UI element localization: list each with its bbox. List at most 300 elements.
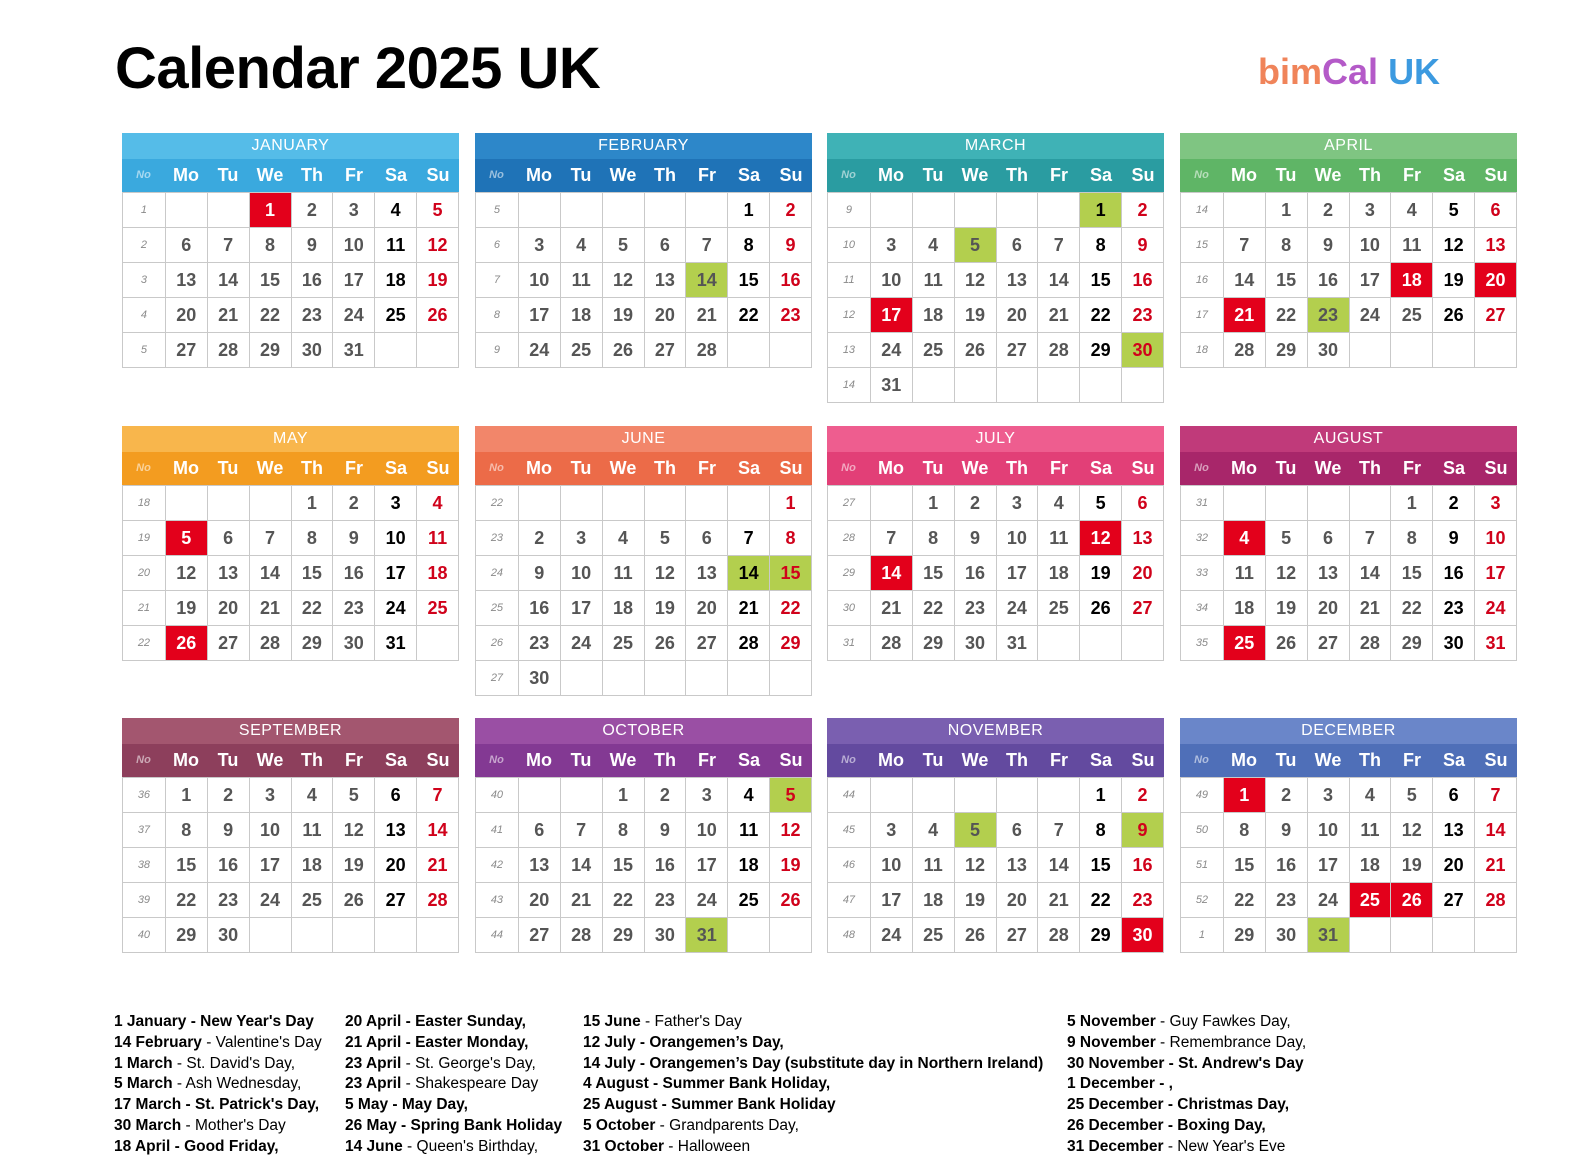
weekday-header: Sa	[1089, 165, 1113, 185]
day-cell: 8	[292, 521, 334, 556]
day-cell: 17	[333, 263, 375, 298]
empty-day-cell	[686, 193, 728, 228]
week-row	[828, 883, 1164, 918]
day-cell: 17	[1308, 848, 1350, 883]
day-cell: 23	[1122, 298, 1164, 333]
weekday-header-row	[475, 452, 812, 485]
day-cell: 22	[292, 591, 334, 626]
day-cell: 29	[1080, 333, 1122, 368]
day-cell: 11	[1350, 813, 1392, 848]
legend-separator: -	[401, 1033, 416, 1051]
day-cell: 15	[603, 848, 645, 883]
day-cell: 17	[250, 848, 292, 883]
day-cell: 8	[770, 521, 812, 556]
day-cell: 26	[333, 883, 375, 918]
empty-day-cell	[645, 661, 687, 696]
month-august	[1180, 426, 1517, 661]
legend-date: 12 July	[583, 1033, 636, 1051]
day-cell: 22	[250, 298, 292, 333]
day-cell: 7	[871, 521, 913, 556]
month-name: AUGUST	[1180, 426, 1517, 452]
week-row	[828, 626, 1164, 661]
day-cell: 7	[686, 228, 728, 263]
week-row	[123, 298, 459, 333]
day-cell: 7	[1350, 521, 1392, 556]
day-cell: 11	[561, 263, 603, 298]
day-cell: 20	[1308, 591, 1350, 626]
legend-holiday-name: Easter Monday,	[415, 1033, 529, 1051]
day-cell: 3	[1308, 778, 1350, 813]
day-cell: 27	[997, 918, 1039, 953]
day-cell: 12	[955, 848, 997, 883]
empty-day-cell	[603, 193, 645, 228]
legend-holiday-name: New Year's Eve	[1177, 1137, 1286, 1155]
day-cell: 2	[292, 193, 334, 228]
legend-separator: -	[1163, 1116, 1178, 1134]
week-number-header: No	[1194, 754, 1209, 766]
day-cell: 14	[250, 556, 292, 591]
week-number: 35	[1181, 626, 1224, 661]
day-cell: 29	[1224, 918, 1266, 953]
week-row	[476, 521, 812, 556]
day-cell: 4	[1391, 193, 1433, 228]
week-number: 21	[123, 591, 166, 626]
weekday-header: Sa	[384, 458, 408, 478]
week-number: 49	[1181, 778, 1224, 813]
day-cell: 17	[561, 591, 603, 626]
week-number: 33	[1181, 556, 1224, 591]
legend-separator: -	[396, 1116, 411, 1134]
day-cell: 7	[208, 228, 250, 263]
legend-holiday-name: Orangemen’s Day (substitute day in Northern Ireland)	[649, 1054, 1044, 1072]
day-cell: 26	[1266, 626, 1308, 661]
day-cell: 12	[1080, 521, 1122, 556]
empty-day-cell	[913, 193, 955, 228]
week-row	[476, 228, 812, 263]
day-cell: 7	[1224, 228, 1266, 263]
day-cell: 13	[1122, 521, 1164, 556]
day-cell: 26	[645, 626, 687, 661]
legend-column	[114, 1012, 322, 1158]
day-cell: 13	[166, 263, 208, 298]
day-cell: 2	[955, 486, 997, 521]
week-number: 40	[123, 918, 166, 953]
day-cell: 20	[208, 591, 250, 626]
legend-holiday-name: Remembrance Day,	[1169, 1033, 1307, 1051]
day-cell: 11	[603, 556, 645, 591]
day-cell: 5	[166, 521, 208, 556]
legend-holiday-name: Summer Bank Holiday	[671, 1096, 836, 1114]
day-cell: 31	[686, 918, 728, 953]
day-cell: 1	[250, 193, 292, 228]
day-cell: 8	[603, 813, 645, 848]
day-cell: 3	[1350, 193, 1392, 228]
month-november	[827, 718, 1164, 953]
day-cell: 26	[1080, 591, 1122, 626]
day-cell: 4	[913, 228, 955, 263]
legend-holiday-name: St. Patrick's Day,	[194, 1096, 319, 1114]
day-grid	[122, 192, 459, 368]
weekday-header: Mo	[173, 165, 199, 185]
week-number: 18	[123, 486, 166, 521]
day-cell: 28	[728, 626, 770, 661]
empty-day-cell	[645, 193, 687, 228]
weekday-header-row	[1180, 159, 1517, 192]
day-cell: 3	[375, 486, 417, 521]
day-cell: 15	[1266, 263, 1308, 298]
legend-date: 5 November	[1067, 1013, 1156, 1030]
empty-day-cell	[1224, 486, 1266, 521]
day-cell: 13	[1433, 813, 1475, 848]
weekday-header: Sa	[1089, 750, 1113, 770]
legend-entry	[114, 1054, 322, 1075]
week-number: 29	[828, 556, 871, 591]
day-cell: 10	[250, 813, 292, 848]
month-name: JULY	[827, 426, 1164, 452]
weekday-header: Sa	[737, 750, 761, 770]
day-cell: 18	[1224, 591, 1266, 626]
weekday-header: Fr	[345, 458, 363, 478]
day-cell: 4	[375, 193, 417, 228]
day-cell: 24	[1350, 298, 1392, 333]
legend-separator: -	[635, 1033, 650, 1051]
day-cell: 28	[1475, 883, 1517, 918]
empty-day-cell	[1391, 918, 1433, 953]
week-number: 41	[476, 813, 519, 848]
empty-day-cell	[1475, 918, 1517, 953]
day-cell: 18	[728, 848, 770, 883]
day-cell: 11	[913, 263, 955, 298]
day-cell: 14	[561, 848, 603, 883]
empty-day-cell	[1038, 778, 1080, 813]
weekday-header: Fr	[1050, 750, 1068, 770]
day-cell: 17	[686, 848, 728, 883]
week-row	[828, 298, 1164, 333]
legend-separator: -	[388, 1096, 402, 1114]
weekday-header: Tu	[1275, 165, 1297, 185]
week-number: 28	[828, 521, 871, 556]
weekday-header: We	[1314, 458, 1342, 478]
week-number: 40	[476, 778, 519, 813]
day-cell: 15	[1391, 556, 1433, 591]
legend-holiday-name: Guy Fawkes Day,	[1169, 1013, 1291, 1030]
day-cell: 29	[250, 333, 292, 368]
weekday-header: Fr	[1403, 165, 1421, 185]
day-cell: 21	[250, 591, 292, 626]
day-cell: 1	[770, 486, 812, 521]
day-grid	[475, 777, 812, 953]
legend-separator: -	[186, 1013, 201, 1030]
day-cell: 2	[1308, 193, 1350, 228]
legend-holiday-name: St. David's Day,	[186, 1054, 295, 1072]
week-number-header: No	[841, 462, 856, 474]
day-cell: 29	[166, 918, 208, 953]
day-cell: 4	[603, 521, 645, 556]
week-row	[476, 486, 812, 521]
legend-entry	[114, 1137, 322, 1158]
weekday-header: Su	[426, 165, 450, 185]
day-cell: 12	[955, 263, 997, 298]
empty-day-cell	[250, 486, 292, 521]
empty-day-cell	[561, 661, 603, 696]
day-cell: 3	[519, 228, 561, 263]
week-number: 5	[476, 193, 519, 228]
day-cell: 4	[1038, 486, 1080, 521]
day-cell: 19	[603, 298, 645, 333]
weekday-header: We	[256, 458, 284, 478]
empty-day-cell	[1038, 193, 1080, 228]
legend-entry	[583, 1116, 1043, 1137]
day-cell: 18	[913, 298, 955, 333]
month-name: MARCH	[827, 133, 1164, 159]
brand-part-cal: Cal	[1322, 51, 1379, 92]
brand-part-uk: UK	[1388, 51, 1441, 92]
day-cell: 18	[375, 263, 417, 298]
day-cell: 21	[561, 883, 603, 918]
legend-entry	[1067, 1116, 1306, 1137]
weekday-header: Su	[1131, 165, 1155, 185]
weekday-header: We	[961, 165, 989, 185]
day-cell: 20	[1475, 263, 1517, 298]
week-row	[828, 591, 1164, 626]
day-cell: 17	[871, 883, 913, 918]
day-cell: 28	[1038, 918, 1080, 953]
weekday-header: We	[961, 458, 989, 478]
empty-day-cell	[955, 368, 997, 403]
weekday-header: Tu	[217, 165, 239, 185]
day-cell: 27	[645, 333, 687, 368]
day-cell: 11	[728, 813, 770, 848]
day-cell: 7	[1038, 228, 1080, 263]
day-cell: 18	[561, 298, 603, 333]
day-cell: 21	[1350, 591, 1392, 626]
day-cell: 12	[1391, 813, 1433, 848]
day-cell: 19	[955, 298, 997, 333]
day-cell: 15	[250, 263, 292, 298]
month-september	[122, 718, 459, 953]
day-cell: 21	[1475, 848, 1517, 883]
day-cell: 29	[913, 626, 955, 661]
day-cell: 11	[375, 228, 417, 263]
day-cell: 31	[333, 333, 375, 368]
day-cell: 13	[375, 813, 417, 848]
empty-day-cell	[208, 193, 250, 228]
day-cell: 25	[1350, 883, 1392, 918]
day-cell: 1	[913, 486, 955, 521]
day-cell: 28	[871, 626, 913, 661]
weekday-header: Th	[1359, 165, 1381, 185]
empty-day-cell	[955, 778, 997, 813]
weekday-header-row	[475, 159, 812, 192]
legend-entry	[345, 1033, 562, 1054]
day-cell: 28	[417, 883, 459, 918]
day-cell: 3	[997, 486, 1039, 521]
day-cell: 23	[333, 591, 375, 626]
day-cell: 10	[871, 848, 913, 883]
day-cell: 3	[686, 778, 728, 813]
weekday-header: Su	[426, 750, 450, 770]
day-cell: 15	[728, 263, 770, 298]
day-cell: 8	[913, 521, 955, 556]
day-cell: 12	[645, 556, 687, 591]
day-cell: 13	[645, 263, 687, 298]
day-cell: 9	[1122, 813, 1164, 848]
day-cell: 5	[333, 778, 375, 813]
day-cell: 31	[871, 368, 913, 403]
week-row	[828, 918, 1164, 953]
month-name: OCTOBER	[475, 718, 812, 744]
empty-day-cell	[1266, 486, 1308, 521]
day-cell: 28	[1038, 333, 1080, 368]
week-row	[1181, 918, 1517, 953]
month-july	[827, 426, 1164, 661]
month-may	[122, 426, 459, 661]
weekday-header: Mo	[878, 458, 904, 478]
legend-separator: -	[181, 1096, 195, 1114]
month-name: JUNE	[475, 426, 812, 452]
weekday-header: Su	[1131, 750, 1155, 770]
day-cell: 5	[1080, 486, 1122, 521]
weekday-header: Mo	[173, 750, 199, 770]
week-row	[123, 556, 459, 591]
legend-date: 20 April	[345, 1013, 402, 1030]
week-number: 23	[476, 521, 519, 556]
day-cell: 15	[913, 556, 955, 591]
day-cell: 9	[333, 521, 375, 556]
month-june	[475, 426, 812, 696]
day-cell: 16	[519, 591, 561, 626]
weekday-header: Su	[779, 458, 803, 478]
day-cell: 22	[1080, 883, 1122, 918]
day-cell: 11	[1224, 556, 1266, 591]
day-cell: 26	[1391, 883, 1433, 918]
day-cell: 10	[871, 263, 913, 298]
day-cell: 16	[770, 263, 812, 298]
week-number: 13	[828, 333, 871, 368]
day-cell: 25	[1391, 298, 1433, 333]
legend-holiday-name: Summer Bank Holiday,	[662, 1075, 831, 1093]
week-number-header: No	[136, 754, 151, 766]
week-row	[828, 848, 1164, 883]
week-row	[828, 333, 1164, 368]
week-number: 3	[123, 263, 166, 298]
week-number: 30	[828, 591, 871, 626]
legend-entry	[114, 1012, 322, 1033]
empty-day-cell	[1122, 626, 1164, 661]
day-cell: 26	[417, 298, 459, 333]
week-row	[476, 556, 812, 591]
legend-column	[583, 1012, 1043, 1158]
empty-day-cell	[603, 661, 645, 696]
month-name: NOVEMBER	[827, 718, 1164, 744]
week-number: 44	[828, 778, 871, 813]
weekday-header: Mo	[526, 458, 552, 478]
day-cell: 7	[417, 778, 459, 813]
week-number: 19	[123, 521, 166, 556]
day-cell: 21	[728, 591, 770, 626]
day-grid	[827, 192, 1164, 403]
empty-day-cell	[1350, 486, 1392, 521]
legend-separator: -	[1163, 1137, 1178, 1155]
day-cell: 27	[1475, 298, 1517, 333]
day-cell: 8	[1080, 228, 1122, 263]
day-cell: 7	[1038, 813, 1080, 848]
week-number: 16	[1181, 263, 1224, 298]
weekday-header: Sa	[1089, 458, 1113, 478]
day-cell: 22	[728, 298, 770, 333]
day-cell: 9	[208, 813, 250, 848]
day-cell: 19	[645, 591, 687, 626]
legend-separator: -	[1155, 1013, 1170, 1030]
empty-day-cell	[1433, 918, 1475, 953]
day-cell: 24	[1475, 591, 1517, 626]
day-cell: 13	[1308, 556, 1350, 591]
week-row	[123, 228, 459, 263]
legend-date: 21 April	[345, 1033, 402, 1051]
weekday-header: Sa	[737, 165, 761, 185]
weekday-header: Su	[1484, 165, 1508, 185]
legend-date: 23 April	[345, 1054, 402, 1072]
day-cell: 26	[603, 333, 645, 368]
day-cell: 1	[166, 778, 208, 813]
day-cell: 20	[1122, 556, 1164, 591]
day-cell: 15	[166, 848, 208, 883]
empty-day-cell	[913, 778, 955, 813]
day-cell: 16	[1433, 556, 1475, 591]
day-cell: 13	[686, 556, 728, 591]
empty-day-cell	[561, 486, 603, 521]
day-cell: 6	[1308, 521, 1350, 556]
day-cell: 19	[955, 883, 997, 918]
day-cell: 30	[1266, 918, 1308, 953]
week-row	[123, 591, 459, 626]
weekday-header: We	[1314, 750, 1342, 770]
day-cell: 24	[519, 333, 561, 368]
weekday-header: Fr	[698, 458, 716, 478]
day-cell: 15	[770, 556, 812, 591]
weekday-header: Mo	[526, 165, 552, 185]
day-cell: 27	[1122, 591, 1164, 626]
day-cell: 12	[417, 228, 459, 263]
day-cell: 1	[1266, 193, 1308, 228]
weekday-header: Tu	[922, 165, 944, 185]
day-cell: 6	[1475, 193, 1517, 228]
day-grid	[122, 485, 459, 661]
legend-separator: -	[402, 1137, 417, 1155]
legend-holiday-name: Boxing Day,	[1177, 1116, 1266, 1134]
day-cell: 22	[1224, 883, 1266, 918]
month-january	[122, 133, 459, 368]
day-cell: 5	[1266, 521, 1308, 556]
week-number: 10	[828, 228, 871, 263]
empty-day-cell	[208, 486, 250, 521]
legend-date: 18 April	[114, 1137, 171, 1155]
day-cell: 9	[1433, 521, 1475, 556]
empty-day-cell	[250, 918, 292, 953]
week-number: 42	[476, 848, 519, 883]
empty-day-cell	[728, 486, 770, 521]
day-cell: 30	[1122, 918, 1164, 953]
day-cell: 6	[375, 778, 417, 813]
day-cell: 30	[292, 333, 334, 368]
week-number: 32	[1181, 521, 1224, 556]
empty-day-cell	[1308, 486, 1350, 521]
month-name: DECEMBER	[1180, 718, 1517, 744]
day-cell: 24	[250, 883, 292, 918]
day-cell: 19	[417, 263, 459, 298]
week-row	[123, 333, 459, 368]
day-cell: 24	[871, 333, 913, 368]
